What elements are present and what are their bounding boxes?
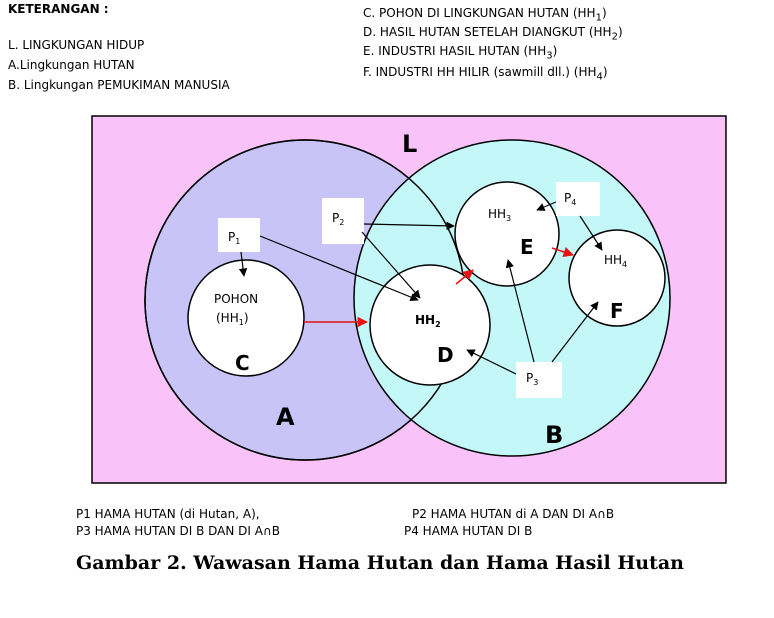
circle-f-letter: F <box>610 299 624 323</box>
circle-c-line2: $(HH_1)$ <box>216 311 249 327</box>
note-p2: P2 HAMA HUTAN di A DAN DI A∩B <box>412 507 615 521</box>
note-p3: P3 HAMA HUTAN DI B DAN DI A∩B <box>76 524 280 538</box>
circle-e-letter: E <box>520 235 534 259</box>
circle-d-label: $HH_2$ <box>415 313 441 329</box>
legend-title: KETERANGAN : <box>8 2 109 16</box>
p3-box <box>516 362 562 398</box>
circle-e-label: $HH_3$ <box>488 207 512 223</box>
legend-item-e: E. INDUSTRI HASIL HUTAN $(HH_3)$ <box>363 44 558 62</box>
region-b-label: B <box>545 421 564 449</box>
note-p4: P4 HAMA HUTAN DI B <box>404 524 533 538</box>
circle-c-letter: C <box>235 351 250 375</box>
circle-d-letter: D <box>437 343 454 367</box>
region-a-label: A <box>276 403 295 431</box>
p4-label: $P_4$ <box>564 191 577 207</box>
legend-item-l: L. LINGKUNGAN HIDUP <box>8 38 145 52</box>
region-l-label: L <box>402 130 418 158</box>
legend-item-b: B. Lingkungan PEMUKIMAN MANUSIA <box>8 78 230 92</box>
figure-caption: Gambar 2. Wawasan Hama Hutan dan Hama Hasil Hutan <box>76 552 684 574</box>
p2-label: $P_2$ <box>332 211 345 227</box>
p1-label: $P_1$ <box>228 230 241 246</box>
legend-item-f: F. INDUSTRI HH HILIR (sawmill dll.) $(HH_4)$ <box>363 65 608 83</box>
p4-box <box>556 182 600 216</box>
circle-e <box>455 182 559 286</box>
legend-item-d: D. HASIL HUTAN SETELAH DIANGKUT $(HH_2)$ <box>363 25 623 43</box>
p1-box <box>218 218 260 252</box>
circle-c-line1: POHON <box>214 292 259 306</box>
legend-item-c: C. POHON DI LINGKUNGAN HUTAN $(HH_1)$ <box>363 6 607 24</box>
circle-f-label: $HH_4$ <box>604 253 628 269</box>
p3-label: $P_3$ <box>526 371 539 387</box>
note-p1: P1 HAMA HUTAN (di Hutan, A), <box>76 507 260 521</box>
legend-item-a: A.Lingkungan HUTAN <box>8 58 135 72</box>
